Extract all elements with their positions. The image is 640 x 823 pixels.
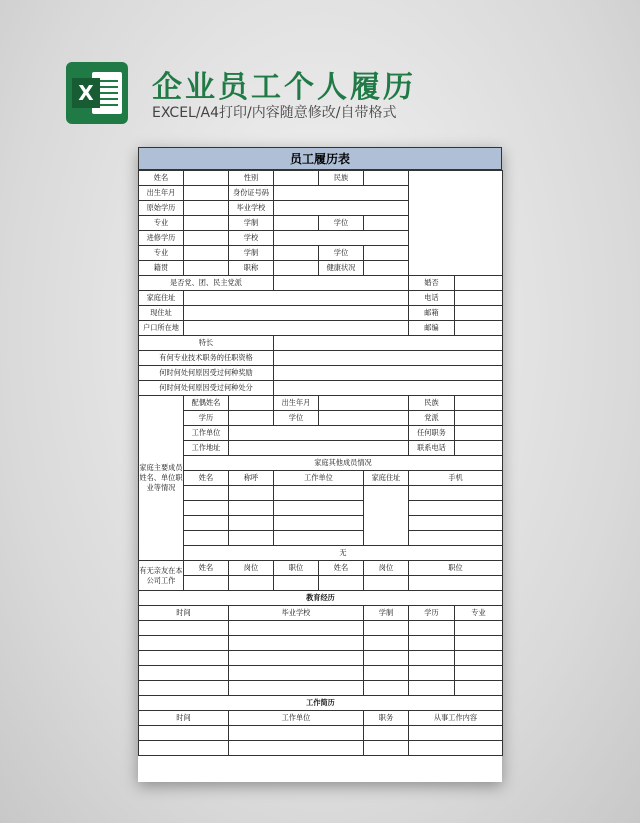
field-native[interactable] [184, 261, 229, 276]
field-home-addr[interactable] [184, 291, 409, 306]
table-cell[interactable] [409, 666, 455, 681]
education-title: 教育经历 [139, 591, 503, 606]
label-native: 籍贯 [139, 261, 184, 276]
table-cell[interactable] [139, 726, 229, 741]
label-spouse-name: 配偶姓名 [184, 396, 229, 411]
table-cell[interactable] [409, 516, 503, 531]
label-spouse-position: 任何职务 [409, 426, 455, 441]
table-cell[interactable] [229, 666, 364, 681]
col-member-unit: 工作单位 [274, 471, 364, 486]
table-cell[interactable] [364, 741, 409, 756]
label-birth: 出生年月 [139, 186, 184, 201]
col-member-mobile: 手机 [409, 471, 503, 486]
col-edu-major: 专业 [455, 606, 503, 621]
table-cell[interactable] [184, 576, 229, 591]
field-health[interactable] [364, 261, 409, 276]
field-degree2[interactable] [364, 246, 409, 261]
field-birth[interactable] [184, 186, 229, 201]
field-postcode[interactable] [455, 306, 503, 321]
label-spouse-degree: 学位 [274, 411, 319, 426]
table-cell[interactable] [409, 486, 503, 501]
label-phone: 电话 [409, 291, 455, 306]
field-spouse-contact[interactable] [455, 441, 503, 456]
table-cell[interactable] [229, 531, 274, 546]
col-work-job: 职务 [364, 711, 409, 726]
label-major: 专业 [139, 216, 184, 231]
table-cell[interactable] [274, 531, 364, 546]
table-cell[interactable] [229, 726, 364, 741]
col-rel-job2: 职位 [409, 561, 503, 576]
col-rel-name2: 姓名 [319, 561, 364, 576]
label-gender: 性别 [229, 171, 274, 186]
label-spouse-addr: 工作地址 [184, 441, 229, 456]
table-cell[interactable] [229, 501, 274, 516]
relatives-side-label: 有无亲友在本公司工作 [139, 561, 184, 591]
col-rel-name: 姓名 [184, 561, 229, 576]
table-cell[interactable] [139, 666, 229, 681]
label-degree2: 学位 [319, 246, 364, 261]
label-spouse-birth: 出生年月 [274, 396, 319, 411]
field-spouse-position[interactable] [455, 426, 503, 441]
label-qualification: 有何专业技术职务的任职资格 [139, 351, 274, 366]
table-cell[interactable] [455, 621, 503, 636]
field-spouse-addr[interactable] [229, 441, 409, 456]
field-major[interactable] [184, 216, 229, 231]
label-duration: 学制 [229, 216, 274, 231]
table-cell[interactable] [364, 726, 409, 741]
field-gender[interactable] [274, 171, 319, 186]
field-qualification[interactable] [274, 351, 503, 366]
label-postcode: 邮箱 [409, 306, 455, 321]
col-member-addr: 家庭住址 [364, 471, 409, 486]
field-spouse-birth[interactable] [319, 396, 409, 411]
table-cell[interactable] [409, 741, 503, 756]
table-cell[interactable] [184, 501, 229, 516]
table-cell[interactable] [184, 486, 229, 501]
table-cell[interactable] [229, 576, 274, 591]
table-cell[interactable] [455, 666, 503, 681]
label-spouse-unit: 工作单位 [184, 426, 229, 441]
label-adv-edu: 进修学历 [139, 231, 184, 246]
table-cell[interactable] [364, 486, 409, 546]
table-cell[interactable] [184, 531, 229, 546]
label-grad-school: 毕业学校 [229, 201, 274, 216]
table-cell[interactable] [409, 681, 455, 696]
family-others-title: 家庭其他成员情况 [184, 456, 503, 471]
field-punish[interactable] [274, 381, 503, 396]
field-awards[interactable] [274, 366, 503, 381]
label-spouse-edu: 学历 [184, 411, 229, 426]
table-cell[interactable] [455, 681, 503, 696]
field-duration2[interactable] [274, 246, 319, 261]
label-specialty: 特长 [139, 336, 274, 351]
table-cell[interactable] [139, 636, 229, 651]
label-postcode2: 邮编 [409, 321, 455, 336]
table-cell[interactable] [364, 621, 409, 636]
label-title: 职称 [229, 261, 274, 276]
label-current-addr: 现住址 [139, 306, 184, 321]
field-grad-school[interactable] [274, 201, 409, 216]
table-cell[interactable] [139, 741, 229, 756]
field-current-addr[interactable] [184, 306, 409, 321]
col-member-relation: 称呼 [229, 471, 274, 486]
table-cell[interactable] [274, 576, 319, 591]
form-title: 员工履历表 [138, 147, 502, 170]
table-cell[interactable] [364, 666, 409, 681]
table-cell[interactable] [364, 651, 409, 666]
table-cell[interactable] [229, 636, 364, 651]
label-name: 姓名 [139, 171, 184, 186]
label-ethnicity: 民族 [319, 171, 364, 186]
col-edu-duration: 学制 [364, 606, 409, 621]
page-subtitle: EXCEL/A4打印/内容随意修改/自带格式 [152, 105, 397, 121]
field-spouse-degree[interactable] [319, 411, 409, 426]
table-cell[interactable] [319, 576, 364, 591]
label-duration2: 学制 [229, 246, 274, 261]
table-cell[interactable] [229, 486, 274, 501]
label-id: 身份证号码 [229, 186, 274, 201]
col-edu-school: 毕业学校 [229, 606, 364, 621]
table-cell[interactable] [409, 651, 455, 666]
label-orig-edu: 原始学历 [139, 201, 184, 216]
excel-logo [66, 62, 128, 124]
field-title[interactable] [274, 261, 319, 276]
label-awards: 何时何处何原因受过何种奖励 [139, 366, 274, 381]
family-none: 无 [184, 546, 503, 561]
col-rel-post2: 岗位 [364, 561, 409, 576]
label-marital: 婚否 [409, 276, 455, 291]
field-postcode2[interactable] [455, 321, 503, 336]
table-cell[interactable] [455, 651, 503, 666]
field-school[interactable] [274, 231, 409, 246]
col-work-time: 时间 [139, 711, 229, 726]
field-duration[interactable] [274, 216, 319, 231]
col-rel-post: 岗位 [229, 561, 274, 576]
field-hukou[interactable] [184, 321, 409, 336]
field-name[interactable] [184, 171, 229, 186]
field-spouse-name[interactable] [229, 396, 274, 411]
form-table [138, 170, 503, 756]
table-cell[interactable] [274, 516, 364, 531]
field-ethnicity[interactable] [364, 171, 409, 186]
field-spouse-unit[interactable] [229, 426, 409, 441]
table-cell[interactable] [139, 681, 229, 696]
table-cell[interactable] [409, 621, 455, 636]
label-home-addr: 家庭住址 [139, 291, 184, 306]
label-health: 健康状况 [319, 261, 364, 276]
field-spouse-ethnicity[interactable] [455, 396, 503, 411]
col-work-content: 从事工作内容 [409, 711, 503, 726]
page-title: 企业员工个人履历 [152, 70, 416, 105]
table-cell[interactable] [409, 726, 503, 741]
field-adv-edu[interactable] [184, 231, 229, 246]
col-rel-job: 职位 [274, 561, 319, 576]
field-specialty[interactable] [274, 336, 503, 351]
col-member-name: 姓名 [184, 471, 229, 486]
table-cell[interactable] [409, 501, 503, 516]
table-cell[interactable] [364, 576, 409, 591]
label-spouse-ethnicity: 民族 [409, 396, 455, 411]
photo-box[interactable] [409, 171, 503, 276]
field-spouse-edu[interactable] [229, 411, 274, 426]
field-spouse-party[interactable] [455, 411, 503, 426]
table-cell[interactable] [364, 636, 409, 651]
label-spouse-contact: 联系电话 [409, 441, 455, 456]
table-cell[interactable] [274, 486, 364, 501]
table-cell[interactable] [455, 636, 503, 651]
table-cell[interactable] [409, 636, 455, 651]
col-work-unit: 工作单位 [229, 711, 364, 726]
work-title: 工作简历 [139, 696, 503, 711]
table-cell[interactable] [274, 501, 364, 516]
field-major2[interactable] [184, 246, 229, 261]
label-degree: 学位 [319, 216, 364, 231]
label-school: 学校 [229, 231, 274, 246]
label-hukou: 户口所在地 [139, 321, 184, 336]
resume-form [138, 147, 502, 782]
table-cell[interactable] [229, 621, 364, 636]
table-cell[interactable] [229, 516, 274, 531]
table-cell[interactable] [364, 681, 409, 696]
table-cell[interactable] [409, 531, 503, 546]
field-phone[interactable] [455, 291, 503, 306]
field-party[interactable] [274, 276, 409, 291]
table-cell[interactable] [139, 621, 229, 636]
table-cell[interactable] [229, 741, 364, 756]
field-degree[interactable] [364, 216, 409, 231]
table-cell[interactable] [409, 576, 503, 591]
table-cell[interactable] [229, 681, 364, 696]
excel-icon: X [72, 78, 100, 108]
col-edu-degree: 学历 [409, 606, 455, 621]
table-cell[interactable] [229, 651, 364, 666]
label-major2: 专业 [139, 246, 184, 261]
table-cell[interactable] [184, 516, 229, 531]
col-edu-time: 时间 [139, 606, 229, 621]
label-spouse-party: 党派 [409, 411, 455, 426]
field-id[interactable] [274, 186, 409, 201]
table-cell[interactable] [139, 651, 229, 666]
field-marital[interactable] [455, 276, 503, 291]
field-orig-edu[interactable] [184, 201, 229, 216]
family-side-label: 家庭主要成员姓名、单位职业等情况 [139, 396, 184, 561]
label-party: 是否党、团、民主党派 [139, 276, 274, 291]
label-punish: 何时何处何原因受过何种处分 [139, 381, 274, 396]
